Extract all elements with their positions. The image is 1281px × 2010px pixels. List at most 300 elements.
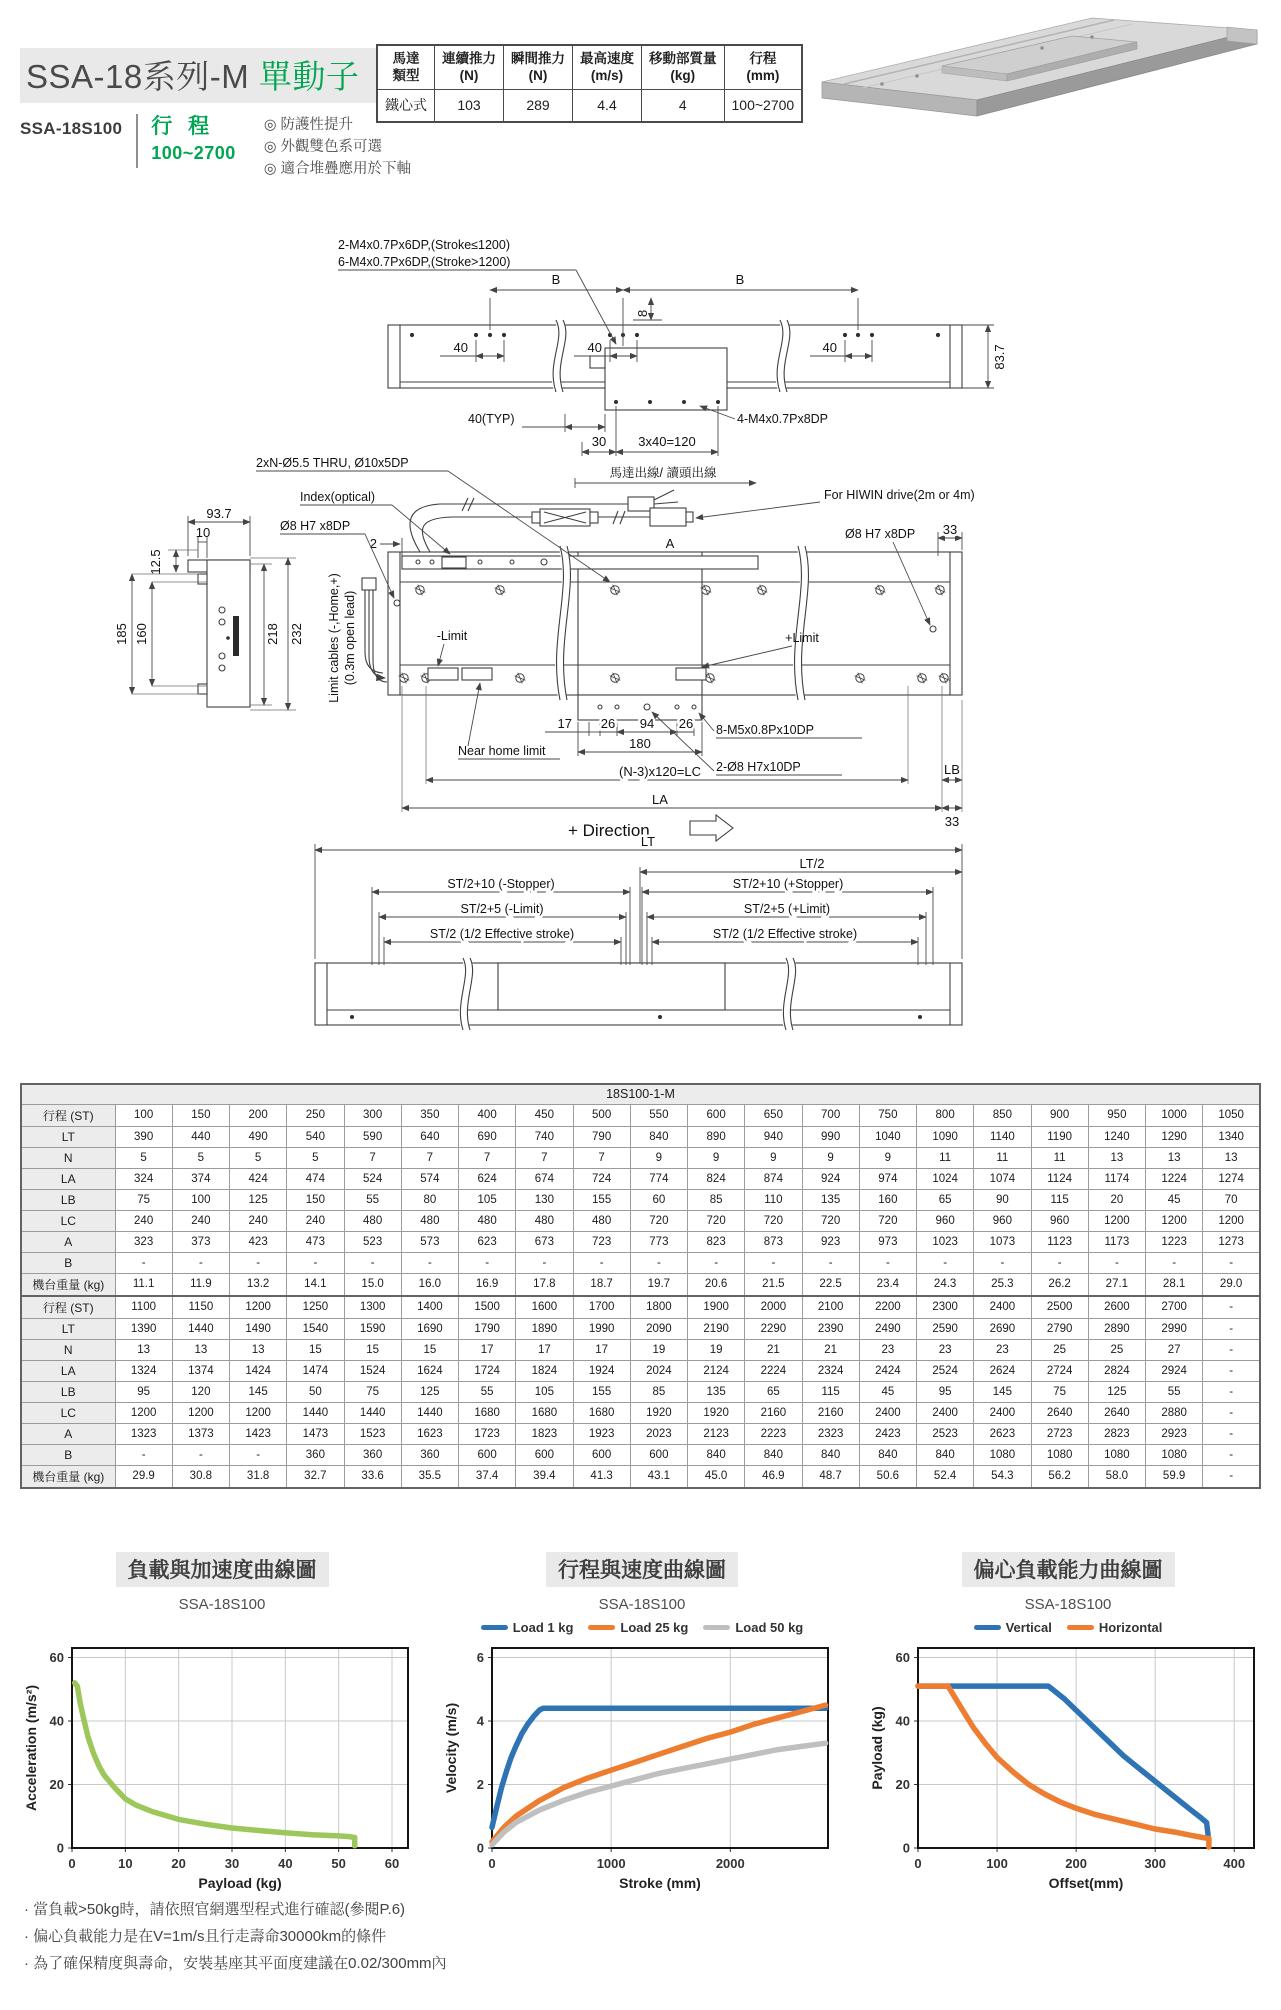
dim-cell: 1090: [917, 1126, 974, 1147]
title-accent: 單動子: [258, 58, 360, 95]
dim-cell: 1440: [172, 1318, 229, 1339]
dim-cell: 1123: [1031, 1231, 1088, 1252]
dim-row-label: LT: [21, 1126, 115, 1147]
svg-text:0: 0: [488, 1856, 496, 1871]
dim-cell: 1173: [1088, 1231, 1145, 1252]
dim-cell: 723: [573, 1231, 630, 1252]
svg-text:1000: 1000: [596, 1856, 626, 1871]
dim-cell: 9: [630, 1147, 687, 1168]
dim-cell: 100: [172, 1189, 229, 1210]
dim-cell: 160: [859, 1189, 916, 1210]
dim-cell: 480: [401, 1210, 458, 1231]
dim-cell: -: [917, 1252, 974, 1273]
spec-value: 鐵心式: [377, 89, 435, 122]
dim-cell: 2640: [1031, 1402, 1088, 1423]
svg-text:0: 0: [56, 1840, 64, 1856]
dim-cell: 523: [344, 1231, 401, 1252]
drawing-label: 2-M4x0.7Px6DP,(Stroke≤1200): [338, 238, 510, 252]
dim-cell: 95: [917, 1381, 974, 1402]
header: [20, 48, 411, 180]
dim-cell: 1250: [287, 1296, 344, 1319]
dim-cell: 1400: [401, 1296, 458, 1319]
dim-row-label: 行程 (ST): [21, 1296, 115, 1319]
drawing-label: Limit cables (-,Home,+): [327, 573, 341, 703]
dim-cell: 240: [115, 1210, 172, 1231]
dim-cell: 1490: [230, 1318, 287, 1339]
dim-cell: 1724: [459, 1360, 516, 1381]
dim-cell: 155: [573, 1189, 630, 1210]
drawing-label: + Direction: [568, 821, 650, 840]
spec-header: 馬達 類型: [377, 45, 435, 89]
dimension-table: [20, 1083, 1261, 1489]
chart-series: [75, 1683, 355, 1846]
dim-cell: 2323: [802, 1423, 859, 1444]
dim-cell: 720: [745, 1210, 802, 1231]
dim-cell: 1080: [974, 1444, 1031, 1465]
dim-cell: 2880: [1146, 1402, 1203, 1423]
dim-table-title: 18S100-1-M: [21, 1084, 1260, 1104]
dim-row-label: N: [21, 1147, 115, 1168]
dim-cell: 65: [917, 1189, 974, 1210]
svg-text:100: 100: [986, 1856, 1008, 1871]
dim-cell: -: [573, 1252, 630, 1273]
dim-cell: 924: [802, 1168, 859, 1189]
dim-cell: 1200: [115, 1402, 172, 1423]
dim-cell: 960: [917, 1210, 974, 1231]
dim-cell: 1390: [115, 1318, 172, 1339]
dim-cell: 9: [745, 1147, 802, 1168]
dim-cell: 19.7: [630, 1273, 687, 1296]
dim-row-label: LC: [21, 1210, 115, 1231]
dim-table-row: [21, 1252, 1260, 1273]
dim-table-row: [21, 1210, 1260, 1231]
dim-cell: 20: [1088, 1189, 1145, 1210]
dim-cell: 21: [802, 1339, 859, 1360]
dim-cell: 2160: [745, 1402, 802, 1423]
svg-text:0: 0: [68, 1856, 76, 1871]
spec-table: [376, 44, 803, 123]
dim-cell: 28.1: [1146, 1273, 1203, 1296]
dim-cell: 17: [459, 1339, 516, 1360]
drawing-label: -Limit: [436, 629, 468, 643]
spec-value: 289: [504, 89, 573, 122]
dim-cell: 23.4: [859, 1273, 916, 1296]
dim-cell: 15: [401, 1339, 458, 1360]
dim-cell: 45: [1146, 1189, 1203, 1210]
dim-table-row: [21, 1318, 1260, 1339]
dim-cell: 600: [516, 1444, 573, 1465]
dim-cell: 1150: [172, 1296, 229, 1319]
dim-cell: 824: [688, 1168, 745, 1189]
dim-cell: 2724: [1031, 1360, 1088, 1381]
svg-text:20: 20: [895, 1777, 910, 1793]
dim-cell: 7: [573, 1147, 630, 1168]
dim-cell: -: [1203, 1465, 1260, 1488]
drawing-label: 3x40=120: [638, 434, 696, 449]
dim-cell: 800: [917, 1104, 974, 1126]
dim-cell: 350: [401, 1104, 458, 1126]
footnotes: [24, 1896, 447, 1977]
svg-text:40: 40: [49, 1713, 64, 1729]
dim-cell: 125: [1088, 1381, 1145, 1402]
dim-cell: 1474: [287, 1360, 344, 1381]
feature-item: ◎ 適合堆疊應用於下軸: [263, 161, 412, 177]
dim-cell: 1824: [516, 1360, 573, 1381]
dim-cell: 690: [459, 1126, 516, 1147]
drawing-label: (N-3)x120=LC: [618, 764, 702, 779]
dim-cell: 2090: [630, 1318, 687, 1339]
direction-arrow-icon: [690, 815, 733, 841]
dim-row-label: 機台重量 (kg): [21, 1465, 115, 1488]
drawing-label: 33: [944, 814, 960, 829]
dim-cell: 373: [172, 1231, 229, 1252]
dim-cell: 950: [1088, 1104, 1145, 1126]
dim-cell: 23: [859, 1339, 916, 1360]
svg-text:20: 20: [171, 1856, 186, 1871]
dim-cell: 873: [745, 1231, 802, 1252]
legend-label: Horizontal: [1098, 1619, 1163, 1635]
legend-item: [703, 1620, 803, 1635]
dim-cell: 574: [401, 1168, 458, 1189]
dim-cell: 1190: [1031, 1126, 1088, 1147]
dim-cell: 200: [230, 1104, 287, 1126]
drawing-label: 10: [195, 525, 211, 540]
dim-cell: 590: [344, 1126, 401, 1147]
svg-text:50: 50: [331, 1856, 346, 1871]
chart-legend: [436, 1616, 848, 1638]
dim-cell: 500: [573, 1104, 630, 1126]
drawing-label: 40: [587, 340, 602, 355]
dim-row-label: LA: [21, 1168, 115, 1189]
dim-cell: 45.0: [688, 1465, 745, 1488]
dim-cell: 1680: [459, 1402, 516, 1423]
dim-cell: 1223: [1146, 1231, 1203, 1252]
dim-cell: 1200: [230, 1402, 287, 1423]
dim-cell: 600: [573, 1444, 630, 1465]
dim-cell: 2424: [859, 1360, 916, 1381]
drawing-label: 33: [942, 522, 958, 537]
dim-cell: -: [115, 1444, 172, 1465]
dim-cell: 2300: [917, 1296, 974, 1319]
drawing-label: 40: [453, 340, 468, 355]
dim-cell: 2524: [917, 1360, 974, 1381]
svg-text:6: 6: [476, 1650, 484, 1666]
feature-item: ◎ 外觀雙色系可選: [263, 139, 383, 155]
footnote: · 偏心負載能力是在V=1m/s且行走壽命30000km的條件: [24, 1923, 447, 1950]
dim-cell: 480: [516, 1210, 573, 1231]
dim-cell: 1440: [287, 1402, 344, 1423]
legend-item: [1067, 1620, 1163, 1635]
dim-cell: 1424: [230, 1360, 287, 1381]
dim-cell: 2924: [1146, 1360, 1203, 1381]
dim-cell: 135: [802, 1189, 859, 1210]
dim-cell: 2523: [917, 1423, 974, 1444]
dim-row-label: LB: [21, 1381, 115, 1402]
dim-cell: 1074: [974, 1168, 1031, 1189]
dim-table-row: [21, 1147, 1260, 1168]
drawing-label: B: [735, 272, 745, 287]
chart-plot: [22, 1638, 422, 1896]
dim-cell: 1174: [1088, 1168, 1145, 1189]
dim-cell: 2400: [974, 1402, 1031, 1423]
dim-cell: 740: [516, 1126, 573, 1147]
svg-text:0: 0: [476, 1840, 484, 1856]
dim-cell: 2690: [974, 1318, 1031, 1339]
dim-cell: 24.3: [917, 1273, 974, 1296]
dim-table-row: [21, 1273, 1260, 1296]
dim-cell: 50.6: [859, 1465, 916, 1488]
dim-cell: 13: [1203, 1147, 1260, 1168]
dim-cell: 480: [573, 1210, 630, 1231]
technical-drawing: [0, 170, 1281, 1050]
dim-cell: 974: [859, 1168, 916, 1189]
dim-table-row: [21, 1168, 1260, 1189]
dim-cell: 1723: [459, 1423, 516, 1444]
chart-stroke-velocity: [436, 1552, 848, 1896]
dim-cell: 15.0: [344, 1273, 401, 1296]
dim-cell: 840: [630, 1126, 687, 1147]
drawing-label: ST/2+5 (-Limit): [460, 902, 544, 916]
stroke-block: [151, 110, 236, 164]
dim-cell: 1274: [1203, 1168, 1260, 1189]
x-axis-label: Offset(mm): [1048, 1875, 1124, 1891]
dim-cell: 540: [287, 1126, 344, 1147]
dim-cell: 1523: [344, 1423, 401, 1444]
dim-cell: -: [1146, 1252, 1203, 1273]
svg-text:60: 60: [49, 1650, 64, 1666]
dim-cell: 1050: [1203, 1104, 1260, 1126]
chart-load-acceleration: [16, 1552, 428, 1896]
dim-cell: 105: [459, 1189, 516, 1210]
dim-cell: 11: [1031, 1147, 1088, 1168]
drawing-label: 218: [265, 623, 280, 645]
spec-header-row: [377, 45, 802, 89]
dim-cell: 840: [745, 1444, 802, 1465]
dim-cell: 400: [459, 1104, 516, 1126]
dim-cell: 1080: [1146, 1444, 1203, 1465]
dim-cell: 1540: [287, 1318, 344, 1339]
dim-cell: 240: [287, 1210, 344, 1231]
dim-cell: 60: [630, 1189, 687, 1210]
dim-cell: 155: [573, 1381, 630, 1402]
svg-text:60: 60: [384, 1856, 400, 1871]
dim-cell: 2923: [1146, 1423, 1203, 1444]
dim-cell: 960: [1031, 1210, 1088, 1231]
dim-cell: 1920: [688, 1402, 745, 1423]
y-axis-label: Velocity (m/s): [443, 1702, 459, 1794]
dim-cell: -: [802, 1252, 859, 1273]
elevation-view: [338, 238, 1007, 456]
dim-cell: 2400: [917, 1402, 974, 1423]
dim-cell: -: [516, 1252, 573, 1273]
dim-cell: 2160: [802, 1402, 859, 1423]
dim-cell: 27: [1146, 1339, 1203, 1360]
dim-cell: 55: [1146, 1381, 1203, 1402]
dim-cell: -: [401, 1252, 458, 1273]
dim-cell: 55: [344, 1189, 401, 1210]
x-axis-label: Stroke (mm): [619, 1875, 701, 1891]
spec-header: 連續推力 (N): [435, 45, 504, 89]
stroke-label: 行 程: [151, 115, 215, 138]
dim-table-row: [21, 1126, 1260, 1147]
legend-label: Vertical: [1005, 1619, 1052, 1635]
dim-cell: 21.5: [745, 1273, 802, 1296]
dim-cell: 13: [172, 1339, 229, 1360]
dim-cell: 840: [917, 1444, 974, 1465]
dim-cell: 13: [1146, 1147, 1203, 1168]
dim-table-row: [21, 1189, 1260, 1210]
dim-cell: 11.1: [115, 1273, 172, 1296]
dim-cell: 1473: [287, 1423, 344, 1444]
drawing-label: B: [551, 272, 561, 287]
drawing-label: 160: [134, 623, 149, 645]
dim-cell: 13: [1088, 1147, 1145, 1168]
drawing-label: Index(optical): [300, 490, 376, 504]
legend-label: Load 25 kg: [620, 1619, 689, 1635]
drawing-label: Ø8 H7 x8DP: [845, 527, 916, 541]
feature-item: ◎ 防護性提升: [263, 117, 354, 133]
dim-cell: 1500: [459, 1296, 516, 1319]
dim-cell: 240: [230, 1210, 287, 1231]
dim-cell: 5: [172, 1147, 229, 1168]
dim-cell: 2124: [688, 1360, 745, 1381]
drawing-label: 6-M4x0.7Px6DP,(Stroke>1200): [338, 255, 511, 269]
dim-cell: 2423: [859, 1423, 916, 1444]
dim-cell: 624: [459, 1168, 516, 1189]
dim-cell: 145: [974, 1381, 1031, 1402]
dim-cell: 2224: [745, 1360, 802, 1381]
dim-cell: 52.4: [917, 1465, 974, 1488]
dim-cell: 1680: [573, 1402, 630, 1423]
dim-cell: 1324: [115, 1360, 172, 1381]
dim-cell: 600: [688, 1104, 745, 1126]
dim-cell: 7: [459, 1147, 516, 1168]
dim-cell: 9: [688, 1147, 745, 1168]
dim-cell: 41.3: [573, 1465, 630, 1488]
y-axis-label: Payload (kg): [869, 1706, 885, 1790]
dim-cell: 1100: [115, 1296, 172, 1319]
dim-cell: 1680: [516, 1402, 573, 1423]
dim-cell: 750: [859, 1104, 916, 1126]
drawing-label: ST/2+10 (-Stopper): [447, 877, 555, 891]
dim-cell: 390: [115, 1126, 172, 1147]
dim-cell: 30.8: [172, 1465, 229, 1488]
drawing-label: ST/2 (1/2 Effective stroke): [429, 927, 575, 941]
dim-cell: 7: [516, 1147, 573, 1168]
dim-cell: 1040: [859, 1126, 916, 1147]
legend-label: Load 50 kg: [735, 1619, 804, 1635]
drawing-label: 馬達出線/ 讀頭出線: [609, 466, 717, 480]
dim-cell: 2400: [859, 1402, 916, 1423]
chart-title: 負載與加速度曲線圖: [116, 1552, 329, 1587]
dim-cell: 2490: [859, 1318, 916, 1339]
model-label: SSA-18S100: [20, 119, 123, 138]
dim-cell: 720: [688, 1210, 745, 1231]
dim-cell: 674: [516, 1168, 573, 1189]
dim-cell: 2223: [745, 1423, 802, 1444]
dim-cell: 890: [688, 1126, 745, 1147]
dim-cell: 600: [459, 1444, 516, 1465]
dim-cell: 940: [745, 1126, 802, 1147]
chart-offset-load: [862, 1552, 1274, 1896]
chart-plot: [868, 1638, 1268, 1896]
dim-cell: 11: [917, 1147, 974, 1168]
dim-cell: 2590: [917, 1318, 974, 1339]
dim-cell: 1623: [401, 1423, 458, 1444]
dim-cell: 59.9: [1146, 1465, 1203, 1488]
dim-cell: 2324: [802, 1360, 859, 1381]
dim-cell: 2823: [1088, 1423, 1145, 1444]
dim-cell: -: [115, 1252, 172, 1273]
dim-cell: 58.0: [1088, 1465, 1145, 1488]
dim-cell: 1440: [401, 1402, 458, 1423]
dim-cell: 1800: [630, 1296, 687, 1319]
product-image: [792, 4, 1281, 118]
dim-cell: 900: [1031, 1104, 1088, 1126]
dim-cell: 1600: [516, 1296, 573, 1319]
dim-cell: 2290: [745, 1318, 802, 1339]
dim-cell: 25.3: [974, 1273, 1031, 1296]
dim-cell: 9: [859, 1147, 916, 1168]
dim-cell: 1290: [1146, 1126, 1203, 1147]
legend-swatch-icon: [703, 1625, 730, 1630]
dim-cell: 573: [401, 1231, 458, 1252]
drawing-label: 232: [289, 623, 304, 645]
dim-cell: 1224: [1146, 1168, 1203, 1189]
dim-cell: 2790: [1031, 1318, 1088, 1339]
dim-cell: 323: [115, 1231, 172, 1252]
dim-table-row: [21, 1423, 1260, 1444]
plan-view: [256, 456, 975, 829]
dim-cell: 973: [859, 1231, 916, 1252]
chart-subtitle: SSA-18S100: [598, 1596, 686, 1613]
svg-text:2000: 2000: [715, 1856, 745, 1871]
dim-cell: 324: [115, 1168, 172, 1189]
dim-cell: -: [230, 1252, 287, 1273]
dim-cell: -: [1203, 1402, 1260, 1423]
drawing-label: 93.7: [206, 506, 232, 521]
dim-cell: 1200: [1088, 1210, 1145, 1231]
dim-cell: 135: [688, 1381, 745, 1402]
dim-cell: 125: [401, 1381, 458, 1402]
dim-cell: 48.7: [802, 1465, 859, 1488]
dim-cell: 480: [459, 1210, 516, 1231]
dim-cell: 1200: [172, 1402, 229, 1423]
title-main: SSA-18系列-M: [26, 58, 250, 95]
dim-row-label: LB: [21, 1189, 115, 1210]
chart-subtitle: SSA-18S100: [178, 1596, 266, 1613]
dim-cell: -: [287, 1252, 344, 1273]
dim-cell: 29.0: [1203, 1273, 1260, 1296]
dim-cell: -: [1088, 1252, 1145, 1273]
dim-cell: -: [230, 1444, 287, 1465]
dim-table-title-row: [21, 1084, 1260, 1104]
dim-cell: 5: [287, 1147, 344, 1168]
chart-series: [492, 1743, 826, 1845]
dim-cell: 673: [516, 1231, 573, 1252]
dim-cell: 640: [401, 1126, 458, 1147]
dim-row-label: 行程 (ST): [21, 1104, 115, 1126]
dim-cell: -: [1203, 1296, 1260, 1319]
spec-value: 4.4: [573, 89, 642, 122]
dim-cell: 1024: [917, 1168, 974, 1189]
drawing-label: 4-M4x0.7Px8DP: [737, 412, 829, 426]
dim-row-label: LC: [21, 1402, 115, 1423]
legend-item: [481, 1620, 574, 1635]
dim-cell: 1890: [516, 1318, 573, 1339]
dim-cell: 720: [630, 1210, 687, 1231]
chart-title: 偏心負載能力曲線圖: [962, 1552, 1175, 1587]
